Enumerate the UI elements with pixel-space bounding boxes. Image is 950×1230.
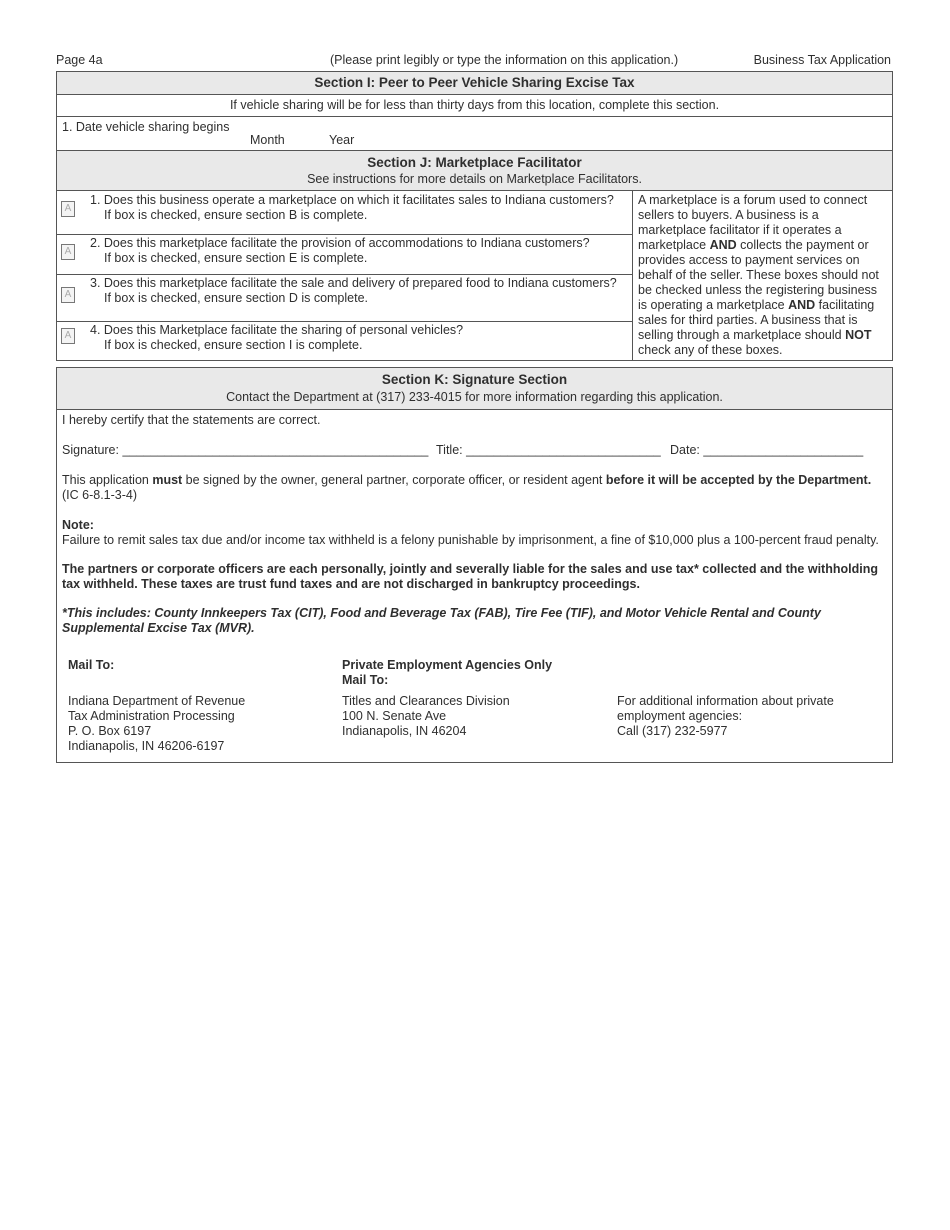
question-hint: If box is checked, ensure section I is complete. (104, 338, 363, 352)
section-k-subtitle: Contact the Department at (317) 233-4015 for more information regarding this application. (226, 390, 723, 404)
section-j-title: Section J: Marketplace Facilitator (367, 155, 582, 170)
q1-checkbox[interactable]: A (61, 201, 75, 217)
address-line: Titles and Clearances Division (342, 694, 510, 708)
section-i (56, 71, 893, 150)
marketplace-definition (638, 193, 886, 358)
definition-text: A marketplace is a forum used to connect sellers to buyers. A business is a marketplace facilitator if it operates a marketplace (638, 193, 868, 252)
signature-requirement (62, 473, 888, 503)
requirement-text: This application (62, 473, 153, 487)
address-line: P. O. Box 6197 (68, 724, 152, 738)
marketplace-questions (57, 191, 633, 360)
question-hint: If box is checked, ensure section B is complete. (104, 208, 368, 222)
signature-field[interactable]: Signature: ____________________________________________ (62, 443, 429, 457)
requirement-text: be signed by the owner, general partner, corporate officer, or resident agent (182, 473, 606, 487)
definition-emphasis: NOT (845, 328, 872, 342)
title-field[interactable]: Title: ____________________________ (436, 443, 661, 457)
section-j-subtitle: See instructions for more details on Marketplace Facilitators. (307, 172, 642, 186)
print-instructions: (Please print legibly or type the information on this application.) (330, 53, 679, 67)
question-row (57, 234, 632, 275)
section-k-title: Section K: Signature Section (381, 372, 568, 387)
requirement-text: (IC 6-8.1-3-4) (62, 488, 138, 502)
section-j (56, 150, 893, 361)
address-line: 100 N. Senate Ave (342, 709, 447, 723)
year-label: Year (329, 133, 355, 147)
info-line: employment agencies: (617, 709, 743, 723)
note (62, 518, 888, 548)
taxes-included-note: *This includes: County Innkeepers Tax (CIT), Food and Beverage Tax (FAB), Tire Fee (TIF), and Motor Vehicle Rental and County Supplemental Excise Tax (MVR). (62, 606, 821, 635)
address-line: Tax Administration Processing (68, 709, 235, 723)
q2-checkbox[interactable]: A (61, 244, 75, 260)
liability-statement: The partners or corporate officers are each personally, jointly and severally liable for the sales and use tax* collected and the withholding tax withheld. These taxes are trust fund taxes and are not discharged in bankruptcy proceedings. (62, 562, 878, 591)
definition-emphasis: AND (788, 298, 816, 312)
mail-to-label: Mail To: (68, 658, 115, 672)
private-mail-to-label: Mail To: (342, 673, 389, 687)
address-line: Indianapolis, IN 46206-6197 (68, 739, 225, 753)
question-label: 3. Does this marketplace facilitate the sale and delivery of prepared food to Indiana customers? (90, 276, 617, 290)
private-agencies-column (342, 658, 552, 739)
question-text (90, 323, 463, 353)
note-label: Note: (62, 518, 94, 532)
section-k (56, 367, 893, 763)
question-text (90, 276, 617, 306)
question-label: 4. Does this Marketplace facilitate the sharing of personal vehicles? (90, 323, 464, 337)
definition-emphasis: AND (709, 238, 737, 252)
definition-text: check any of these boxes. (638, 343, 783, 357)
definition-text: facilitating sales for third parties. A business that is selling through a marketplace should (638, 298, 875, 342)
form-name: Business Tax Application (753, 53, 891, 67)
question-hint: If box is checked, ensure section D is complete. (104, 291, 369, 305)
private-agencies-label: Private Employment Agencies Only (342, 658, 553, 672)
vehicle-sharing-date-label: 1. Date vehicle sharing begins (62, 120, 230, 134)
section-i-title: Section I: Peer to Peer Vehicle Sharing Excise Tax (57, 72, 892, 95)
question-row (57, 191, 632, 235)
section-j-header (57, 151, 892, 191)
question-label: 2. Does this marketplace facilitate the provision of accommodations to Indiana customers? (90, 236, 590, 250)
info-line: For additional information about private (617, 694, 834, 708)
question-row (57, 321, 632, 360)
month-label: Month (250, 133, 285, 147)
vehicle-sharing-date-field[interactable] (57, 117, 892, 151)
info-line: Call (317) 232-5977 (617, 724, 728, 738)
certify-statement: I hereby certify that the statements are correct. (62, 413, 321, 427)
mail-to-column (68, 658, 245, 754)
definition-text: collects the payment or provides access to payment services on behalf of the seller. These boxes should not be checked unless the registering business is operating a marketplace (638, 238, 879, 312)
question-label: 1. Does this business operate a marketplace on which it facilitates sales to Indiana customers? (90, 193, 614, 207)
question-row (57, 274, 632, 322)
q4-checkbox[interactable]: A (61, 328, 75, 344)
q3-checkbox[interactable]: A (61, 287, 75, 303)
note-text: Failure to remit sales tax due and/or income tax withheld is a felony punishable by imprisonment, a fine of $10,000 plus a 100-percent fraud penalty. (62, 533, 879, 547)
question-hint: If box is checked, ensure section E is complete. (104, 251, 368, 265)
question-text (90, 236, 590, 266)
requirement-emphasis: must (152, 473, 183, 487)
requirement-emphasis: before it will be accepted by the Department. (605, 473, 872, 487)
date-field[interactable]: Date: _______________________ (670, 443, 864, 457)
section-i-subtitle: If vehicle sharing will be for less than thirty days from this location, complete this section. (57, 95, 892, 117)
address-line: Indiana Department of Revenue (68, 694, 246, 708)
question-text (90, 193, 614, 223)
address-line: Indianapolis, IN 46204 (342, 724, 467, 738)
section-k-header (57, 368, 892, 410)
additional-info-column (617, 694, 834, 739)
page-number: Page 4a (56, 53, 103, 67)
